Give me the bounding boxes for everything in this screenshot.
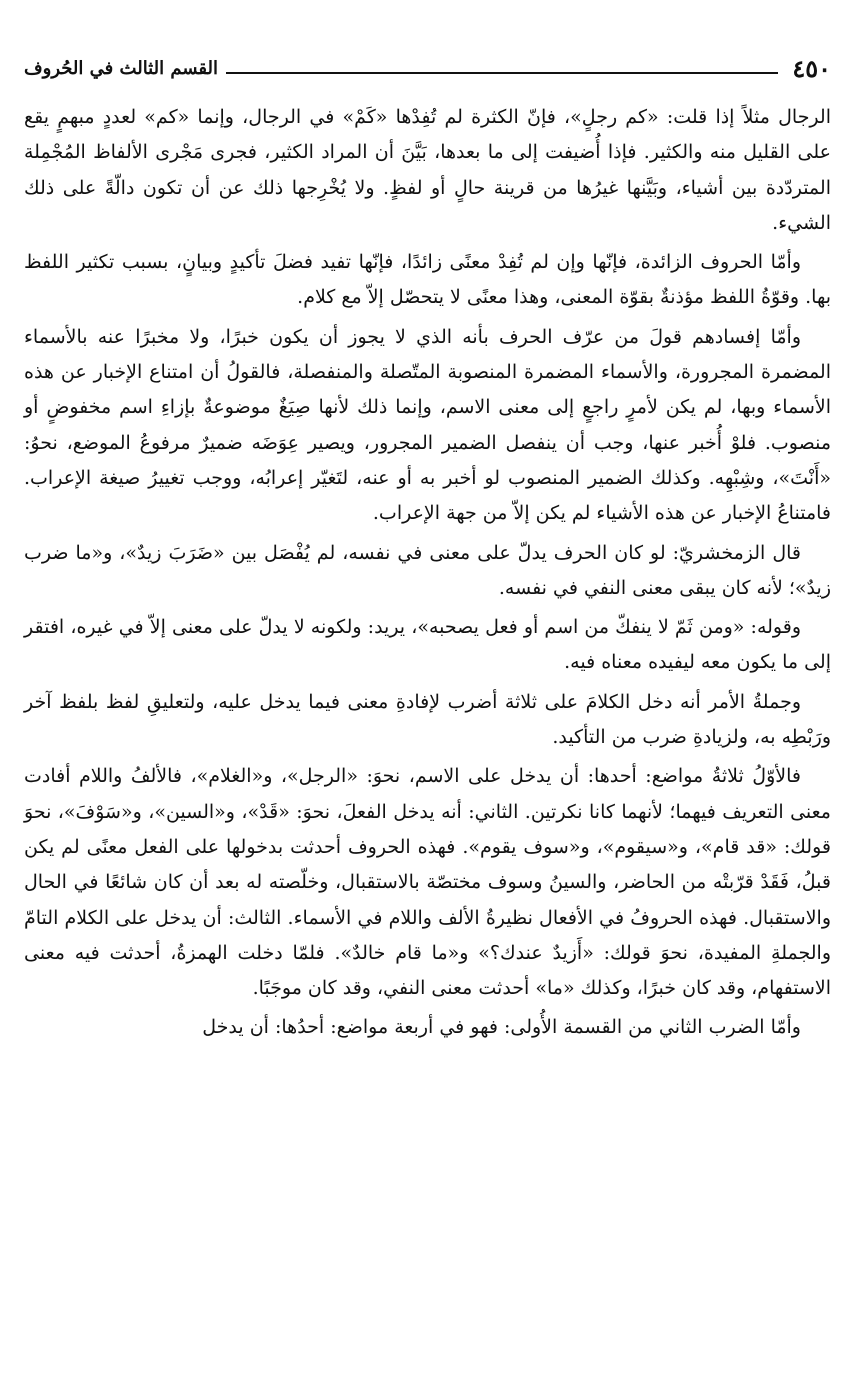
paragraph: وأمّا الحروف الزائدة، فإنّها وإن لم تُفِدْ معنًى زائدًا، فإنّها تفيد فضلَ تأكيدٍ وبيانٍ، بسبب تكثير اللفظ بها. وقوّةُ اللفظ مؤذنةٌ بقوّة المعنى، وهذا معنًى لا يتحصّل إلاّ مع كلام. [24, 251, 831, 309]
paragraph: وقوله: «ومن ثَمّ لا ينفكّ من اسم أو فعل يصحبه»، يريد: ولكونه لا يدلّ على معنى إلاّ في غيره، افتقر إلى ما يكون معه ليفيده معناه فيه. [24, 616, 831, 674]
running-head [24, 50, 831, 84]
paragraph: فالأوّلُ ثلاثةُ مواضع: أحدها: أن يدخل على الاسم، نحوَ: «الرجل»، و«الغلام»، فالألفُ واللام أفادت معنى التعريف فيهما؛ لأنهما كانا نكرتين. الثاني: أنه يدخل الفعلَ، نحوَ: «قَدْ»، و«السين»، و«سَوْفَ»، نحوَ قولك: «قد قام»، و«سيقوم»، و«سوف يقوم». فهذه الحروف أحدثت بدخولها على الفعل معنًى لم يكن قبلُ، فَقَدْ قرّبتْه من الحاضر، والسينُ وسوف مختصّة بالاستقبال، وخلّصته له بعد أن كان شائعًا في الحال والاستقبال. فهذه الحروفُ في الأفعال نظيرةُ الألف واللام في الأسماء. الثالث: أن يدخل على الكلام التامّ والجملةِ المفيدة، نحوَ قولك: «أَزيدٌ عندك؟» و«ما قام خالدٌ». فلمّا دخلت الهمزةُ، أحدثت فيه معنى الاستفهام، وقد كان خبرًا، وكذلك «ما» أحدثت معنى النفي، وقد كان موجَبًا. [24, 765, 831, 1000]
section-title: القسم الثالث في الحُروف [24, 58, 218, 79]
page-number: ٤٥٠ [792, 54, 831, 83]
paragraph: قال الزمخشريّ: لو كان الحرف يدلّ على معنى في نفسه، لم يُفْصَل بين «ضَرَبَ زيدٌ»، و«ما ضرب زيدٌ»؛ لأنه كان يبقى معنى النفي في نفسه. [24, 541, 831, 599]
body-text [24, 100, 831, 1046]
paragraph: وجملةُ الأمر أنه دخل الكلامَ على ثلاثة أضرب لإفادةِ معنى فيما يدخل عليه، ولتعليقِ لفظ بلفظ آخر ورَبْطِه به، ولزيادةِ ضرب من التأكيد. [24, 690, 831, 749]
page [24, 50, 831, 1050]
paragraph: الرجال مثلاً إذا قلت: «كم رجلٍ»، فإنّ الكثرة لم تُفِدْها «كَمْ» في الرجال، وإنما «كم» لعددٍ مبهمٍ يقع على القليل منه والكثير. فإذا أُضيفت إلى ما بعدها، بَيَّنَ أن المراد الكثير، فجرى مَجْرى الألفاظ المُجْمِلة المتردّدة بين أشياء، وبَيَّنها غيرُها من قرينة حالٍ أو لفظٍ. ولا يُخْرِجها ذلك عن أن تكون دالّةً على ذلك الشيء. [24, 106, 831, 234]
paragraph: وأمّا الضرب الثاني من القسمة الأُولى: فهو في أربعة مواضع: أحدُها: أن يدخل [202, 1016, 801, 1039]
header-rule [226, 72, 778, 74]
paragraph: وأمّا إفسادهم قولَ من عرّف الحرف بأنه الذي لا يجوز أن يكون خبرًا، ولا مخبرًا عنه بالأسماء المضمرة المجرورة، والأسماء المضمرة المنصوبة المتّصلة والمنفصلة، فالقولُ أن امتناع الإخبار عن هذه الأسماء وبها، لم يكن لأمرٍ راجعٍ إلى معنى الاسم، وإنما ذلك لأنها صِيَغٌ موضوعةٌ بإزاءِ اسم مخفوضٍ أو منصوب. فلوْ أُخبر عنها، وجب أن ينفصل الضمير المجرور، ويصير عِوَضَه ضميرٌ مرفوعُ الموضع، نحوُ: «أَنْتَ»، وشِبْهِه. وكذلك الضمير المنصوب لو أخبر به أو عنه، لتَغيّر إعرابُه، ووجب تغييرُ صيغة الإعراب. فامتناعُ الإخبار عن هذه الأشياء لم يكن إلاّ من جهة الإعراب. [24, 325, 831, 525]
